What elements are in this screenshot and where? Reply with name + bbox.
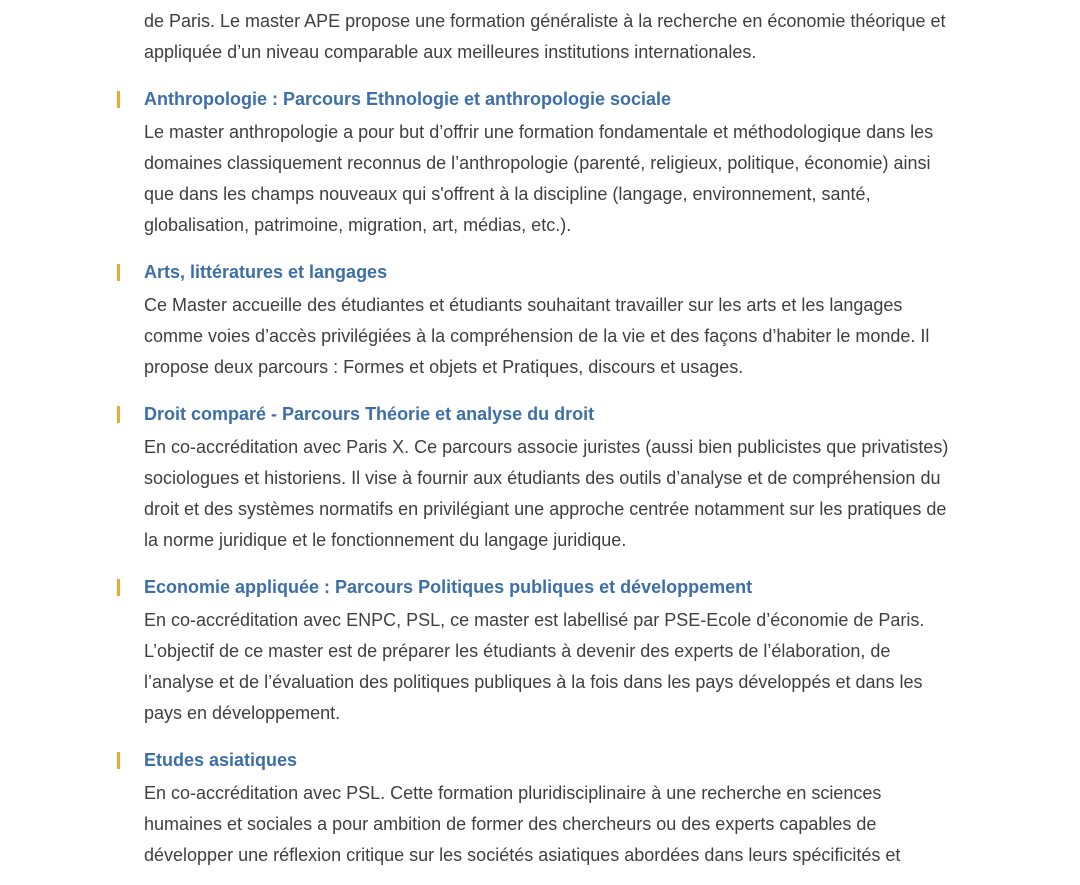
intro-paragraph: de Paris. Le master APE propose une formation généraliste à la recherche en économie théorique et appliquée d’un niveau comparable aux meilleures institutions internationales. <box>144 11 946 62</box>
program-description: En co-accréditation avec Paris X. Ce parcours associe juristes (aussi bien publicistes que privatistes) sociologues et historiens. Il vise à fournir aux étudiants des outils d’analyse et de compréhension du droit et des systèmes normatifs en privilégiant une approche centrée notamment sur les pratiques de la norme juridique et le fonctionnement du langage juridique. <box>144 437 949 550</box>
program-entry-arts <box>144 261 959 383</box>
program-entry-droit <box>144 403 959 556</box>
program-entry-economie <box>144 576 959 729</box>
program-description: En co-accréditation avec ENPC, PSL, ce master est labellisé par PSE-Ecole d’économie de Paris. L’objectif de ce master est de préparer les étudiants à devenir des experts de l’élaboration, de l’analyse et de l’évaluation des politiques publiques à la fois dans les pays développés et dans les pays en développement. <box>144 610 925 723</box>
program-title-link[interactable]: Arts, littératures et langages <box>144 262 388 282</box>
accent-bar-icon <box>117 264 120 281</box>
program-description: Ce Master accueille des étudiantes et étudiants souhaitant travailler sur les arts et les langages comme voies d’accès privilégiées à la compréhension de la vie et des façons d’habiter le monde. Il propose deux parcours : Formes et objets et Pratiques, discours et usages. <box>144 295 930 377</box>
program-title-link[interactable]: Economie appliquée : Parcours Politiques publiques et développement <box>144 577 753 597</box>
accent-bar-icon <box>117 752 120 769</box>
program-title-link[interactable]: Anthropologie : Parcours Ethnologie et anthropologie sociale <box>144 89 672 109</box>
program-title-link[interactable]: Etudes asiatiques <box>144 750 298 770</box>
program-description: Le master anthropologie a pour but d’offrir une formation fondamentale et méthodologique dans les domaines classiquement reconnus de l’anthropologie (parenté, religieux, politique, économie) ainsi que dans les champs nouveaux qui s'offrent à la discipline (langage, environnement, santé, globalisation, patrimoine, migration, art, médias, etc.). <box>144 122 934 235</box>
program-entry-etudes-asiatiques <box>144 749 959 871</box>
program-entry-anthropologie <box>144 88 959 241</box>
accent-bar-icon <box>117 579 120 596</box>
accent-bar-icon <box>117 406 120 423</box>
program-description: En co-accréditation avec PSL. Cette formation pluridisciplinaire à une recherche en sciences humaines et sociales a pour ambition de former des chercheurs ou des experts capables de développer une réflexion critique sur les sociétés asiatiques abordées dans leurs spécificités et <box>144 783 901 865</box>
program-title-link[interactable]: Droit comparé - Parcours Théorie et analyse du droit <box>144 404 595 424</box>
program-list <box>144 6 959 885</box>
accent-bar-icon <box>117 91 120 108</box>
